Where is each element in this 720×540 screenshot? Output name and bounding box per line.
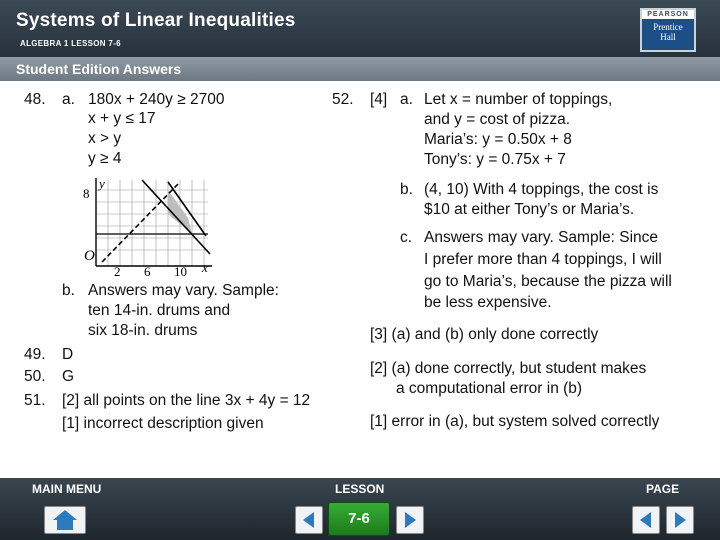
next-page-button[interactable]	[666, 506, 694, 534]
q52-c-line1: Answers may vary. Sample: Since	[424, 229, 659, 246]
prev-page-button[interactable]	[632, 506, 660, 534]
prev-lesson-button[interactable]	[295, 506, 323, 534]
footer-bar	[0, 478, 720, 540]
publisher-logo	[640, 8, 696, 52]
line-x-greater-y	[102, 184, 178, 262]
page-label: PAGE	[646, 482, 680, 496]
q52-a-line4: Tony’s: y = 0.75x + 7	[424, 151, 566, 168]
home-icon	[45, 507, 85, 533]
q48-a-line1: 180x + 240y ≥ 2700	[88, 91, 225, 108]
q48-a-line3: x > y	[88, 130, 122, 147]
prev-page-icon	[633, 507, 659, 533]
q52-b-line1: (4, 10) With 4 toppings, the cost is	[424, 181, 659, 198]
line-x-plus-y	[142, 180, 210, 254]
q48-b-label: b.	[62, 282, 75, 299]
logo-brand: PEARSON	[642, 10, 694, 19]
prev-lesson-icon	[296, 507, 322, 533]
lesson-number-badge: 7-6	[328, 502, 390, 536]
q48-a-line4: y ≥ 4	[88, 150, 122, 167]
q52-number: 52.	[332, 91, 354, 108]
q51-line1: [2] all points on the line 3x + 4y = 12	[62, 392, 311, 409]
q52-c-line4: be less expensive.	[424, 294, 552, 311]
graph-y-tick: 8	[83, 186, 90, 201]
header-bar	[0, 0, 720, 57]
q48-b-line1: Answers may vary. Sample:	[88, 282, 279, 299]
next-lesson-icon	[397, 507, 423, 533]
logo-line2: Hall	[660, 32, 676, 42]
graph-grid	[96, 180, 208, 266]
lesson-subtitle: ALGEBRA 1 LESSON 7-6	[20, 39, 121, 48]
graph-x-tick-10: 10	[174, 264, 187, 276]
home-button[interactable]	[44, 506, 86, 534]
q48-b-line3: six 18-in. drums	[88, 322, 198, 339]
logo-line1: Prentice	[653, 22, 683, 32]
inequality-graph	[82, 176, 222, 276]
q52-rubric-2-line2: a computational error in (b)	[396, 380, 583, 397]
q52-a-line3: Maria’s: y = 0.50x + 8	[424, 131, 572, 148]
section-label: Student Edition Answers	[16, 61, 182, 77]
q48-a-line2: x + y ≤ 17	[88, 110, 156, 127]
q52-a-line1: Let x = number of toppings,	[424, 91, 613, 108]
next-page-icon	[667, 507, 693, 533]
q52-rubric-1: [1] error in (a), but system solved correctly	[370, 413, 660, 430]
page-title: Systems of Linear Inequalities	[16, 10, 296, 31]
graph-y-label: y	[99, 176, 105, 191]
q49-number: 49.	[24, 346, 46, 363]
q52-rubric-3: [3] (a) and (b) only done correctly	[370, 326, 599, 343]
graph-x-label: x	[202, 260, 208, 275]
q51-line2: [1] incorrect description given	[62, 415, 264, 432]
q49-answer: D	[62, 346, 74, 363]
graph-x-tick-2: 2	[114, 264, 121, 276]
q52-points: [4]	[370, 91, 388, 108]
q52-a-label: a.	[400, 91, 413, 108]
main-menu-label: MAIN MENU	[32, 482, 102, 496]
q51-number: 51.	[24, 392, 46, 409]
q50-answer: G	[62, 368, 75, 385]
q52-c-label: c.	[400, 229, 413, 246]
next-lesson-button[interactable]	[396, 506, 424, 534]
graph-origin: O	[84, 248, 95, 264]
section-bar	[0, 57, 720, 81]
q52-c-line2: I prefer more than 4 toppings, I will	[424, 251, 662, 268]
lesson-label: LESSON	[335, 482, 385, 496]
q48-number: 48.	[24, 91, 46, 108]
q48-b-line2: ten 14-in. drums and	[88, 302, 231, 319]
graph-x-tick-6: 6	[144, 264, 151, 276]
q48-a-label: a.	[62, 91, 75, 108]
q50-number: 50.	[24, 368, 46, 385]
q52-b-line2: $10 at either Tony’s or Maria’s.	[424, 201, 635, 218]
q52-rubric-2-line1: [2] (a) done correctly, but student makes	[370, 360, 647, 377]
q52-a-line2: and y = cost of pizza.	[424, 111, 571, 128]
q52-b-label: b.	[400, 181, 413, 198]
q52-c-line3: go to Maria’s, because the pizza will	[424, 273, 672, 290]
